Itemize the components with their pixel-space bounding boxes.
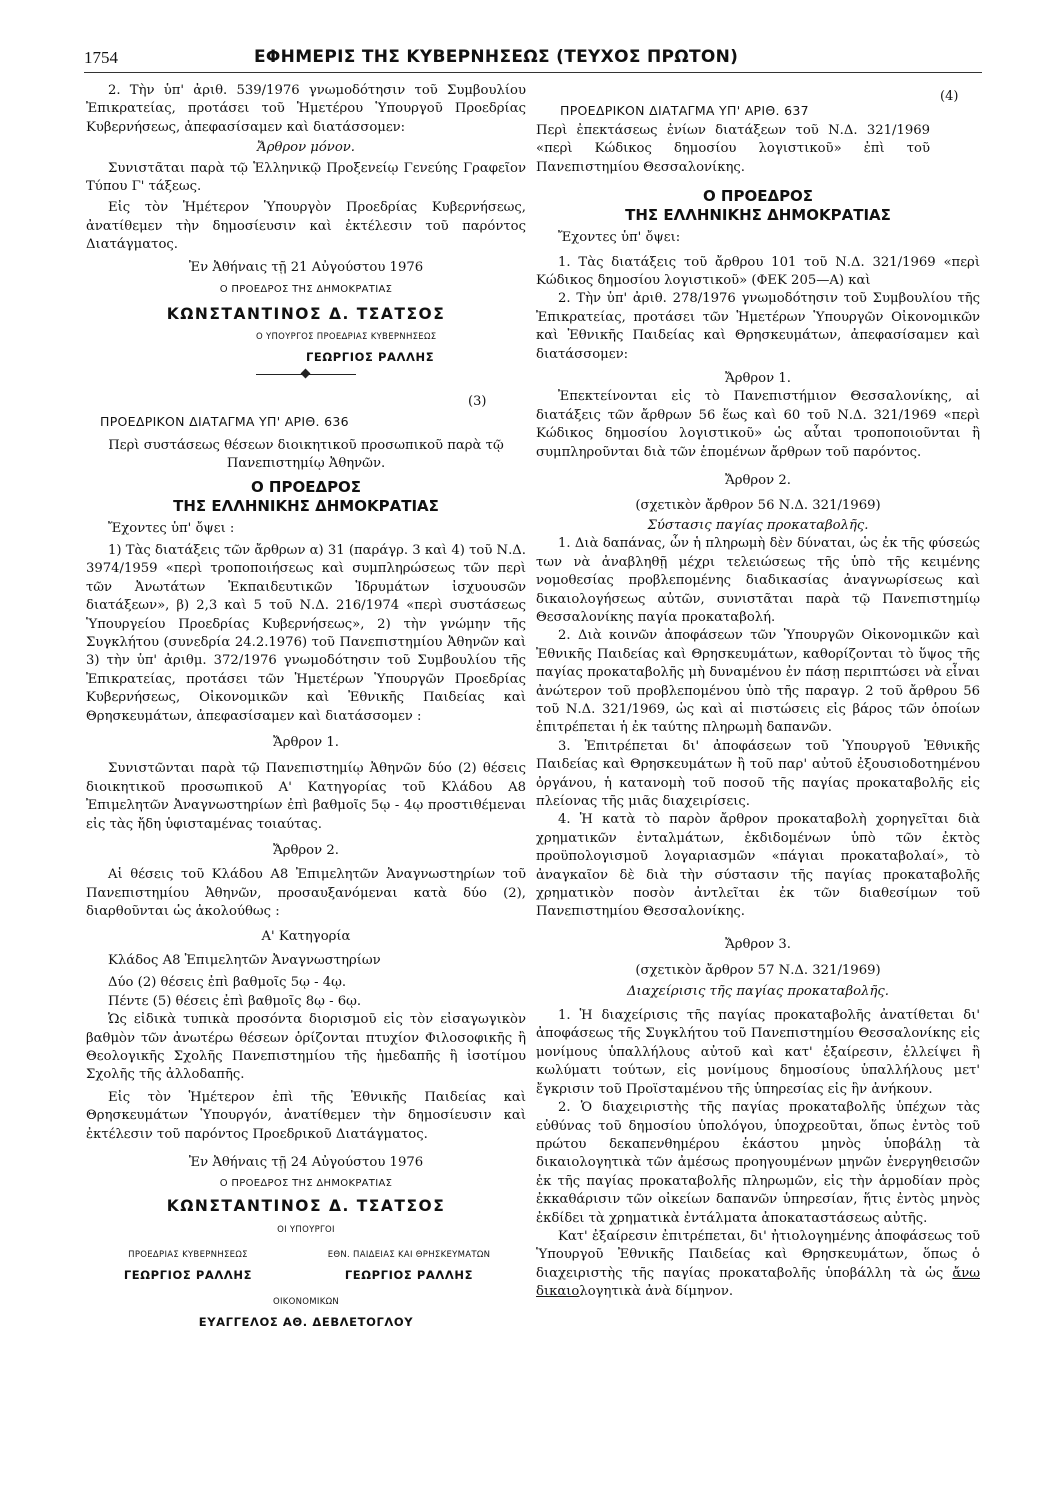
article-3-paragraph-2: 2. Ὁ διαχειριστὴς τῆς παγίας προκαταβολῆς ὑπέχων τὰς εὐθύνας τοῦ δημοσίου ὑπολόγου, ὑποχρεοῦται, ὅπως ἐντὸς τοῦ πρώτου δεκαπενθημέρου ἑκάστου μηνὸς ὑποβάλῃ τὰ δικαιολογητικὰ τῶν ἀμέσως προηγουμένων μηνῶν ἐνεργηθεισῶν ἐκ τῆς παγίας προκαταβολῆς πληρωμῶν, εἰς τὴν ἁρμοδίαν πρὸς ἐκκαθάρισιν τῶν οἰκείων δαπανῶν ὑπηρεσίαν, ἥτις ἐντὸς μηνὸς ἐκδίδει τὰ χρηματικὰ ἐντάλματα ἀποκαταστάσεως αὐτῆς. xyxy=(536,1100,980,1226)
article-3-subtitle: Διαχείρισις τῆς παγίας προκαταβολῆς. xyxy=(627,983,889,999)
article-2-paragraph-1: 1. Διὰ δαπάνας, ὧν ἡ πληρωμὴ δὲν δύναται, ὡς ἐκ τῆς φύσεώς των νὰ ἀναβληθῇ μέχρι τελειώσεως τῆς ὑπὸ τῆς κειμένης νομοθεσίας προβλεπομένης διαδικασίας ἀναγνωρίσεως καὶ δικαιολογήσεως αὐτῶν, συνιστᾶται παρὰ τῷ Πανεπιστημίῳ Θεσσαλονίκης παγία προκαταβολή. xyxy=(536,536,980,625)
article-2-paragraph-3: 3. Ἐπιτρέπεται δι' ἀποφάσεων τοῦ Ὑπουργοῦ Ἐθνικῆς Παιδείας καὶ Θρησκευμάτων ἢ τοῦ παρ' αὐτοῦ ἐξουσιοδοτημένου ὀργάνου, ἡ κατανομὴ τοῦ ποσοῦ τῆς παγίας προκαταβολῆς εἰς πλείονας τῆς μιᾶς διαχειρίσεις. xyxy=(536,738,980,809)
president-heading-line-1: Ο ΠΡΟΕΔΡΟΣ xyxy=(702,187,814,206)
article-only-heading: Ἄρθρον μόνον. xyxy=(257,140,355,156)
five-posts-line: Πέντε (5) θέσεις ἐπὶ βαθμοῖς 8ῳ - 6ῳ. xyxy=(108,993,362,1009)
right-column xyxy=(536,82,980,1302)
branch-line: Κλάδος Α8 Ἐπιμελητῶν Ἀναγνωστηρίων xyxy=(108,953,381,969)
gazette-title: ΕΦΗΜΕΡΙΣ ΤΗΣ ΚΥΒΕΡΝΗΣΕΩΣ (ΤΕΥΧΟΣ ΠΡΩΤΟΝ) xyxy=(254,47,739,67)
date-line-2: Ἐν Ἀθήναις τῇ 24 Αὐγούστου 1976 xyxy=(188,1155,424,1171)
article-2-paragraph-4: 4. Ἡ κατὰ τὸ παρὸν ἄρθρον προκαταβολὴ χορηγεῖται διὰ χρηματικῶν ἐνταλμάτων, ἐκδιδομένων ὑπὸ τῶν ἐκτὸς προϋπολογισμοῦ λογαριασμῶν «πάγιαι προκαταβολαί», τὸ ἀναγκαῖον δὲ διὰ τὴν σύστασιν τῆς παγίας προκαταβολῆς χρηματικὸν ποσὸν ἀντλεῖται ἐκ τῶν διαθεσίμων τοῦ Πανεπιστημίου Θεσσαλονίκης. xyxy=(536,812,980,920)
two-posts-line: Δύο (2) θέσεις ἐπὶ βαθμοῖς 5ῳ - 4ῳ. xyxy=(108,975,347,991)
having-considered: Ἔχοντες ὑπ' ὄψει: xyxy=(558,230,681,246)
article-2-heading: Ἄρθρον 2. xyxy=(273,843,339,858)
article-2-text: Αἱ θέσεις τοῦ Κλάδου Α8 Ἐπιμελητῶν Ἀναγνωστηρίων τοῦ Πανεπιστημίου Ἀθηνῶν, προσαυξανόμεναι κατὰ δύο (2), διαρθοῦνται ὡς ἀκολούθως : xyxy=(86,867,526,920)
article-3-paragraph-1: 1. Ἡ διαχείρισις τῆς παγίας προκαταβολῆς ἀνατίθεται δι' ἀποφάσεως τῆς Συγκλήτου τοῦ Πανεπιστημίου Θεσσαλονίκης εἰς μονίμους ὑπαλλήλους αὐτοῦ καὶ κατ' ἐξαίρεσιν, ἐλλείψει ἢ κωλύματι τούτων, εἰς μονίμους δημοσίους ὑπαλλήλους μετ' ἔγκρισιν τοῦ Προϊσταμένου τῆς ὑπηρεσίας εἰς ἣν ἀνήκουν. xyxy=(536,1008,980,1097)
decree-4-heading xyxy=(536,82,980,120)
having-considered: Ἔχοντες ὑπ' ὄψει : xyxy=(108,520,235,536)
minister-b xyxy=(294,1246,524,1285)
consideration-1: 1. Τὰς διατάξεις τοῦ ἄρθρου 101 τοῦ Ν.Δ. 321/1969 «περὶ Κώδικος δημοσίου λογιστικοῦ» (ΦΕΚ 205—Α) καὶ xyxy=(536,254,980,289)
ministers-label: ΟΙ ΥΠΟΥΡΓΟΙ xyxy=(277,1225,335,1236)
minister-title-1: Ο ΥΠΟΥΡΓΟΣ ΠΡΟΕΔΡΙΑΣ ΚΥΒΕΡΝΗΣΕΩΣ xyxy=(256,331,437,342)
qualifications-paragraph: Ὡς εἰδικὰ τυπικὰ προσόντα διορισμοῦ εἰς τὸν εἰσαγωγικὸν βαθμὸν τῶν ἀνωτέρω θέσεων ὁρίζονται πτυχίον Φιλοσοφικῆς ἢ Θεολογικῆς Σχολῆς Πανεπιστημίου τῆς ἡμεδαπῆς ἢ ἰσοτίμου Σχολῆς τῆς ἀλλοδαπῆς. xyxy=(86,1012,526,1083)
president-title-2: Ο ΠΡΟΕΔΡΟΣ ΤΗΣ ΔΗΜΟΚΡΑΤΙΑΣ xyxy=(219,1177,393,1189)
president-heading-line-2: ΤΗΣ ΕΛΛΗΝΙΚΗΣ ΔΗΜΟΚΡΑΤΙΑΣ xyxy=(625,206,891,225)
category-heading: Α' Κατηγορία xyxy=(261,928,351,944)
article-2-reference: (σχετικὸν ἄρθρον 56 Ν.Δ. 321/1969) xyxy=(635,497,881,513)
decree-4-number: (4) xyxy=(940,89,959,104)
president-title-1: Ο ΠΡΟΕΔΡΟΣ ΤΗΣ ΔΗΜΟΚΡΑΤΙΑΣ xyxy=(219,284,393,296)
minister-c-signature: ΕΥΑΓΓΕΛΟΣ ΑΘ. ΔΕΒΛΕΤΟΓΛΟΥ xyxy=(198,1314,414,1329)
article-2-heading: Ἄρθρον 2. xyxy=(725,473,791,489)
article-3-reference: (σχετικὸν ἄρθρον 57 Ν.Δ. 321/1969) xyxy=(635,963,881,979)
minister-b-title: ΕΘΝ. ΠΑΙΔΕΙΑΣ ΚΑΙ ΘΡΗΣΚΕΥΜΑΤΩΝ xyxy=(327,1249,491,1260)
president-heading-line-1: Ο ΠΡΟΕΔΡΟΣ xyxy=(250,477,362,496)
article-2-subtitle: Σύστασις παγίας προκαταβολῆς. xyxy=(647,517,869,533)
date-line-1: Ἐν Ἀθήναις τῇ 21 Αὐγούστου 1976 xyxy=(188,259,424,275)
intro-paragraph: 2. Τὴν ὑπ' ἀριθ. 539/1976 γνωμοδότησιν τοῦ Συμβουλίου Ἐπικρατείας, προτάσει τοῦ Ἡμετέρου Ὑπουργοῦ Προεδρίας Κυβερνήσεως, ἀπεφασίσαμεν καὶ διατάσσομεν: xyxy=(86,83,526,135)
article-2-paragraph-2: 2. Διὰ κοινῶν ἀποφάσεων τῶν Ὑπουργῶν Οἰκονομικῶν καὶ Ἐθνικῆς Παιδείας καὶ Θρησκευμάτων, καθορίζονται τὸ ὕψος τῆς παγίας προκαταβολῆς μὴ δυναμένου ἐν πάσῃ περιπτώσει νὰ εἶναι ἀνώτερον τοῦ προβλεπομένου ὑπὸ τῆς παραγρ. 2 τοῦ ἄρθρου 56 τοῦ Ν.Δ. 321/1969, ὡς καὶ αἱ πιστώσεις εἰς βάρος τῶν ὁποίων ἐπιτρέπεται ἡ ἐκ ταύτης πληρωμὴ δαπανῶν. xyxy=(536,628,980,736)
minister-c-title: ΟΙΚΟΝΟΜΙΚΩΝ xyxy=(272,1296,340,1307)
minister-a-signature: ΓΕΩΡΓΙΟΣ ΡΑΛΛΗΣ xyxy=(123,1268,253,1283)
article-3-paragraph-3-end: λογητικὰ ἀνὰ δίμηνον. xyxy=(579,1284,734,1300)
article-1-heading: Ἄρθρον 1. xyxy=(273,734,339,750)
consideration-2: 2. Τὴν ὑπ' ἀριθ. 278/1976 γνωμοδότησιν τοῦ Συμβουλίου τῆς Ἐπικρατείας, προτάσει τῶν Ἡμετέρων Ὑπουργῶν Οἰκονομικῶν καὶ Ἐθνικῆς Παιδείας καὶ Θρησκευμάτων, ἀπεφασίσαμεν καὶ διατάσσομεν: xyxy=(536,291,980,362)
decree-3-title: ΠΡΟΕΔΡΙΚΟΝ ΔΙΑΤΑΓΜΑ ΥΠ' ΑΡΙΘ. 636 xyxy=(100,413,349,429)
decree-3-number: (3) xyxy=(468,393,487,409)
page-number: 1754 xyxy=(84,48,118,67)
decree-4-title: ΠΡΟΕΔΡΙΚΟΝ ΔΙΑΤΑΓΜΑ ΥΠ' ΑΡΙΘ. 637 xyxy=(560,103,809,118)
president-heading-line-2: ΤΗΣ ΕΛΛΗΝΙΚΗΣ ΔΗΜΟΚΡΑΤΙΑΣ xyxy=(173,496,439,515)
article-3-heading: Ἄρθρον 3. xyxy=(725,936,791,952)
article-1-text: Συνιστῶνται παρὰ τῷ Πανεπιστημίῳ Ἀθηνῶν δύο (2) θέσεις διοικητικοῦ προσωπικοῦ Α' Κατηγορίας τοῦ Κλάδου Α8 Ἐπιμελητῶν Ἀναγνωστηρίων ἐπὶ βαθμοῖς 5ῳ - 4ῳ προστιθέμεναι εἰς τὰς ἤδη ὑφισταμένας τοιαύτας. xyxy=(86,761,526,832)
article-3-paragraph-3 xyxy=(536,1228,980,1302)
article-1-heading: Ἄρθρον 1. xyxy=(725,371,791,387)
decree-3-heading xyxy=(86,393,526,433)
left-column xyxy=(86,82,526,1331)
considerations-paragraph: 1) Τὰς διατάξεις τῶν ἄρθρων α) 31 (παράγρ. 3 καὶ 4) τοῦ Ν.Δ. 3974/1959 «περὶ τροποποιήσεως καὶ συμπληρώσεως τῶν περὶ τῶν Ἀνωτάτων Ἐκπαιδευτικῶν Ἱδρυμάτων ἰσχυουσῶν διατάξεων», β) 2,3 καὶ 5 τοῦ Ν.Δ. 216/1974 «περὶ συστάσεως Ὑπουργείου Προεδρίας Κυβερνήσεως», 2) τὴν γνώμην τῆς Συγκλήτου (συνεδρία 24.2.1976) τοῦ Πανεπιστημίου Ἀθηνῶν καὶ 3) τὴν ὑπ' ἀριθμ. 372/1976 γνωμοδότησιν τοῦ Συμβουλίου τῆς Ἐπικρατείας, προτάσει τῶν Ἡμετέρων Ὑπουργῶν Προεδρίας Κυβερνήσεως, Οἰκονομικῶν καὶ Ἐθνικῆς Παιδείας καὶ Θρησκευμάτων, ἀπεφασίσαμεν καὶ διατάσσομεν : xyxy=(86,542,526,724)
assign-paragraph-2: Εἰς τὸν Ἡμέτερον ἐπὶ τῆς Ἐθνικῆς Παιδείας καὶ Θρησκευμάτων Ὑπουργόν, ἀνατίθεμεν τὴν δημοσίευσιν καὶ ἐκτέλεσιν τοῦ παρόντος Προεδρικοῦ Διατάγματος. xyxy=(86,1089,526,1142)
ministers-block xyxy=(86,1246,526,1285)
assign-paragraph: Εἰς τὸν Ἡμέτερον Ὑπουργὸν Προεδρίας Κυβερνήσεως, ἀνατίθεμεν τὴν δημοσίευσιν καὶ ἐκτέλεσιν τοῦ παρόντος Διατάγματος. xyxy=(86,200,526,253)
article-3-underlined: ἄνω δικαιο xyxy=(536,1265,980,1300)
article-3-paragraph-3-start: Κατ' ἐξαίρεσιν ἐπιτρέπεται, δι' ἠτιολογημένης ἀποφάσεως τοῦ Ὑπουργοῦ Ἐθνικῆς Παιδείας καὶ Θρησκευμάτων, ὅπως ὁ διαχειριστὴς τῆς παγίας προκαταβολῆς ὑποβάλλη τὰ ὡς xyxy=(536,1228,980,1281)
ornament-divider xyxy=(86,369,526,379)
minister-a xyxy=(88,1246,288,1285)
article-text: Συνιστᾶται παρὰ τῷ Ἑλληνικῷ Προξενείῳ Γενεύης Γραφεῖον Τύπου Γ' τάξεως. xyxy=(86,160,526,195)
minister-b-signature: ΓΕΩΡΓΙΟΣ ΡΑΛΛΗΣ xyxy=(344,1268,474,1283)
decree-3-subject: Περὶ συστάσεως θέσεων διοικητικοῦ προσωπικοῦ παρὰ τῷ Πανεπιστημίῳ Ἀθηνῶν. xyxy=(108,437,504,472)
minister-a-title: ΠΡΟΕΔΡΙΑΣ ΚΥΒΕΡΝΗΣΕΩΣ xyxy=(128,1249,248,1260)
president-signature-1: ΚΩΝΣΤΑΝΤΙΝΟΣ Δ. ΤΣΑΤΣΟΣ xyxy=(166,305,446,324)
minister-signature-1: ΓΕΩΡΓΙΟΣ ΡΑΛΛΗΣ xyxy=(306,350,435,365)
president-signature-2: ΚΩΝΣΤΑΝΤΙΝΟΣ Δ. ΤΣΑΤΣΟΣ xyxy=(166,1196,446,1215)
page-header xyxy=(84,44,982,73)
article-1-text: Ἐπεκτείνονται εἰς τὸ Πανεπιστήμιον Θεσσαλονίκης, αἱ διατάξεις τῶν ἄρθρων 56 ἕως καὶ 60 τοῦ Ν.Δ. 321/1969 «περὶ Κώδικος δημοσίου λογιστικοῦ» ὡς αὗται τροποποιοῦνται ἢ συμπληροῦνται διὰ τῶν ἑπομένων ἄρθρων τοῦ παρόντος. xyxy=(536,389,980,460)
decree-4-subject: Περὶ ἐπεκτάσεως ἐνίων διατάξεων τοῦ Ν.Δ. 321/1969 «περὶ Κώδικος δημοσίου λογιστικοῦ» ἐπὶ τοῦ Πανεπιστημίου Θεσσαλονίκης. xyxy=(536,123,930,175)
